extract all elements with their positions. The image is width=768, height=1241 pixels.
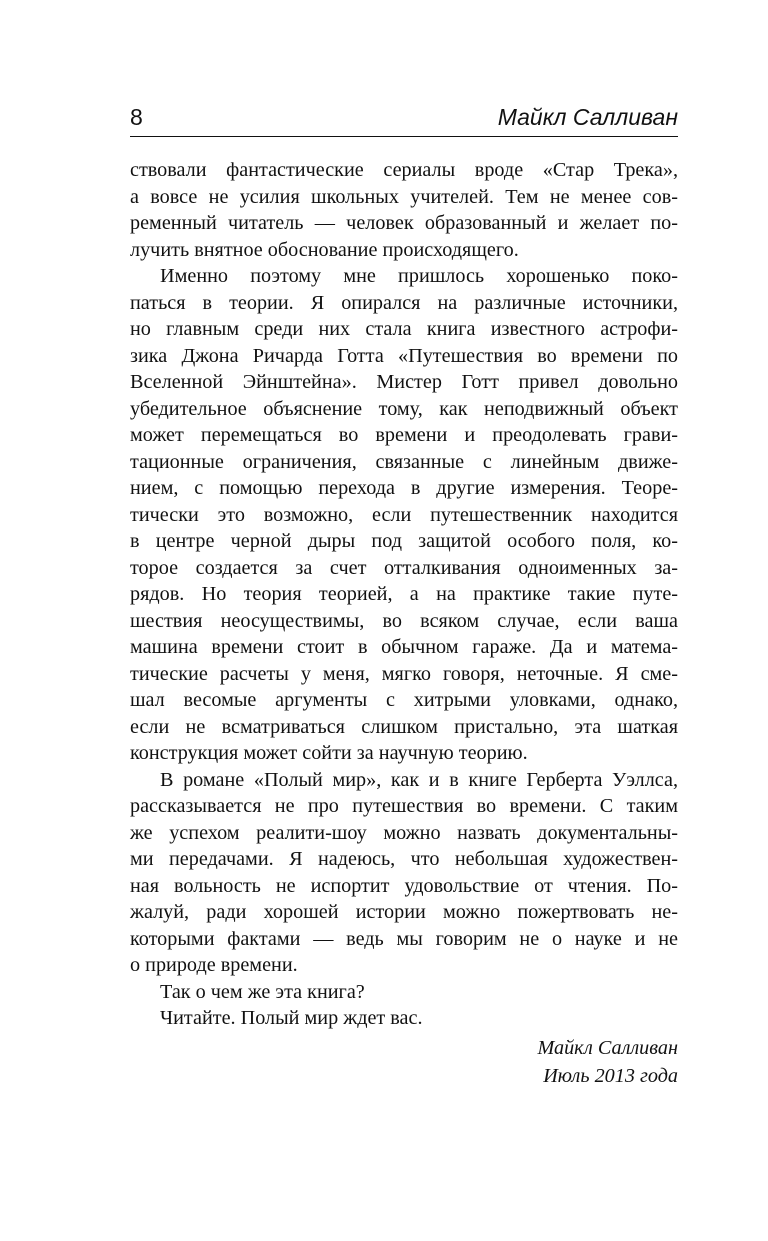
paragraph xyxy=(130,263,678,767)
text-line: конструкция может сойти за научную теорию. xyxy=(130,742,528,764)
text-line: ми передачами. Я надеюсь, что небольшая художествен- xyxy=(130,848,678,870)
text-line: шал весомые аргументы с хитрыми уловками, однако, xyxy=(130,689,678,711)
paragraphs xyxy=(130,157,678,979)
text-line: лучить внятное обоснование происходящего. xyxy=(130,238,519,261)
text-line: в центре черной дыры под защитой особого поля, ко- xyxy=(130,530,678,552)
text-line: ная вольность не испортит удовольствие от чтения. По- xyxy=(130,874,678,897)
text-line: Именно поэтому мне пришлось хорошенько поко- xyxy=(160,265,678,287)
text-line: если не всматриваться слишком пристально, эта шаткая xyxy=(130,715,678,738)
book-page xyxy=(130,98,678,1090)
text-line: которыми фактами — ведь мы говорим не о науке и не xyxy=(130,927,678,950)
running-title: Майкл Салливан xyxy=(497,104,678,130)
text-line: жалуй, ради хорошей истории можно пожертвовать не- xyxy=(130,901,678,923)
signature-date: Июль 2013 года xyxy=(543,1064,678,1087)
text-line: нием, с помощью перехода в другие измерения. Теоре- xyxy=(130,477,678,499)
text-line: ременный читатель — человек образованный и желает по- xyxy=(130,212,678,234)
text-line: но главным среди них стала книга известного астрофи- xyxy=(130,318,678,340)
running-head xyxy=(130,98,678,137)
signature-name: Майкл Салливан xyxy=(537,1036,678,1059)
short-line-question: Так о чем же эта книга? xyxy=(160,980,365,1003)
text-line: паться в теории. Я опирался на различные источники, xyxy=(130,291,678,314)
signature xyxy=(130,1034,678,1090)
paragraph xyxy=(130,157,678,263)
text-line: рядов. Но теория теорией, а на практике такие путе- xyxy=(130,583,678,605)
page-number: 8 xyxy=(130,104,143,130)
text-line: ствовали фантастические сериалы вроде «Стар Трека», xyxy=(130,159,678,181)
text-line: рассказывается не про путешествия во времени. С таким xyxy=(130,795,678,817)
text-line: В романе «Полый мир», как и в книге Герберта Уэллса, xyxy=(160,768,678,791)
text-line: тические расчеты у меня, мягко говоря, неточные. Я сме- xyxy=(130,662,678,685)
text-line: торое создается за счет отталкивания одноименных за- xyxy=(130,556,678,579)
text-line: Вселенной Эйнштейна». Мистер Готт привел довольно xyxy=(130,371,678,393)
text-line: о природе времени. xyxy=(130,954,298,976)
text-line: может перемещаться во времени и преодолевать грави- xyxy=(130,424,678,446)
text-line: тационные ограничения, связанные с линейным движе- xyxy=(130,450,678,473)
text-line: тически это возможно, если путешественник находится xyxy=(130,503,678,526)
text-line: шествия неосуществимы, во всяком случае, если ваша xyxy=(130,609,678,632)
body-text xyxy=(130,157,678,1032)
text-line: убедительное объяснение тому, как неподвижный объект xyxy=(130,397,678,420)
text-line: машина времени стоит в обычном гараже. Да и матема- xyxy=(130,636,678,658)
text-line: зика Джона Ричарда Готта «Путешествия во времени по xyxy=(130,344,678,367)
short-line-invitation: Читайте. Полый мир ждет вас. xyxy=(160,1007,423,1029)
text-line: а вовсе не усилия школьных учителей. Тем не менее сов- xyxy=(130,185,678,208)
paragraph xyxy=(130,767,678,979)
text-line: же успехом реалити-шоу можно назвать документальны- xyxy=(130,821,678,844)
